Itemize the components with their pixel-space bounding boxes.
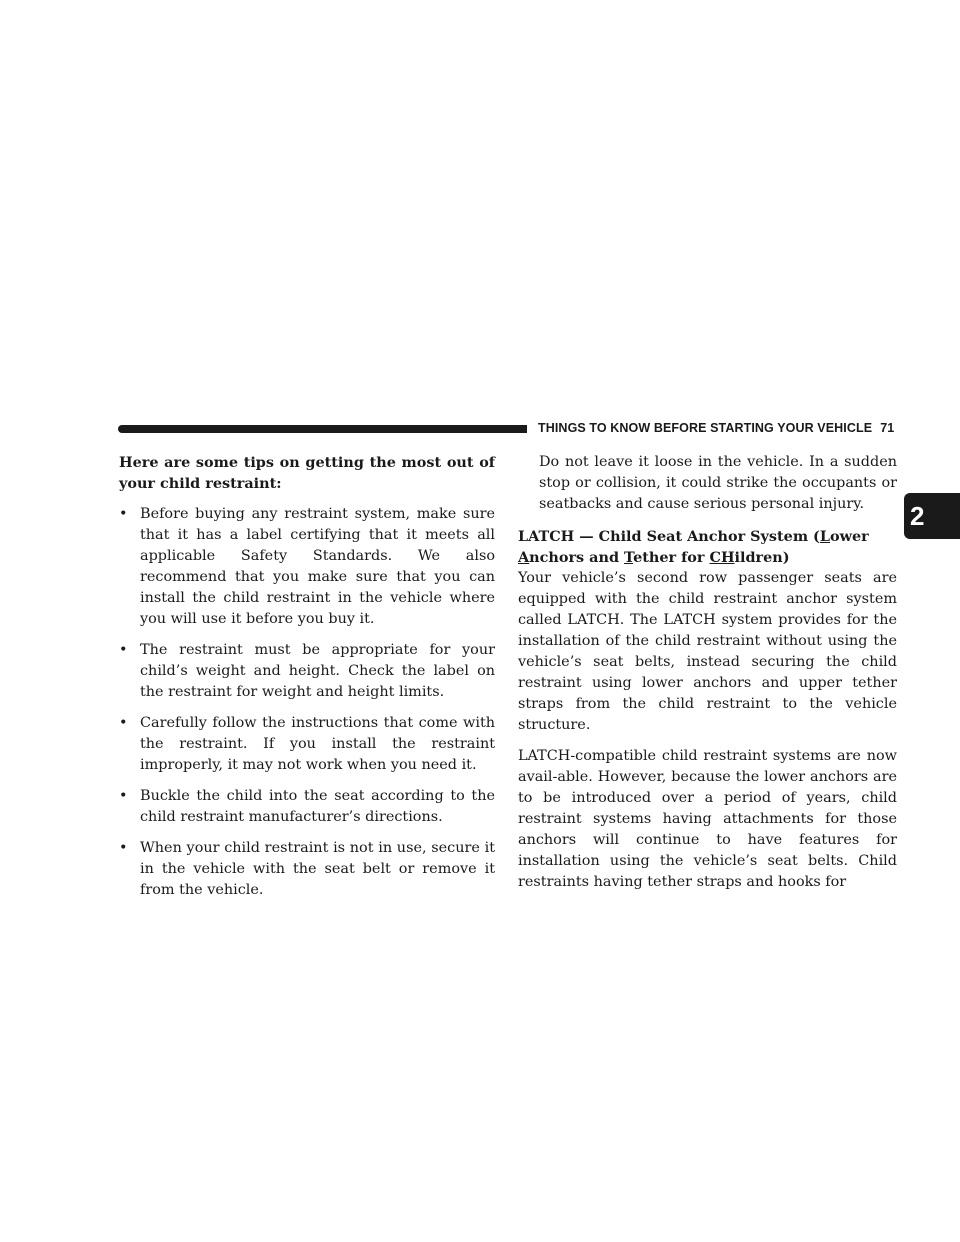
list-item	[119, 838, 495, 901]
heading-part: LATCH — Child Seat Anchor System (	[518, 528, 820, 545]
latch-heading	[518, 526, 897, 568]
tips-intro: Here are some tips on getting the most out of your child restraint:	[119, 454, 495, 492]
right-column	[518, 452, 897, 903]
heading-underlined-letter: L	[819, 528, 830, 545]
section-title: THINGS TO KNOW BEFORE STARTING YOUR VEHICLE	[538, 421, 873, 435]
header-rule	[118, 425, 527, 433]
bullet-glyph: •	[119, 840, 128, 856]
list-item	[119, 504, 495, 630]
list-item-text: Buckle the child into the seat according to the child restraint manufacturer’s directions.	[140, 788, 495, 825]
heading-part: ower	[830, 528, 869, 545]
page-number: 71	[880, 421, 895, 435]
list-item	[119, 713, 495, 776]
list-item-text: When your child restraint is not in use, secure it in the vehicle with the seat belt or remove it from the vehicle.	[140, 840, 495, 898]
heading-part: nchors and	[529, 549, 625, 566]
latch-paragraph-2: LATCH-compatible child restraint systems are now avail-able. However, because the lower anchors are to be introduced over a period of years, child restraint systems having attachments for those anchors will continue to have features for installation using the vehicle’s seat belts. Child restraints having tether straps and hooks for	[518, 748, 897, 890]
heading-underlined-letter: A	[518, 549, 530, 566]
bullet-continuation: Do not leave it loose in the vehicle. In a sudden stop or collision, it could strike the occupants or seatbacks and cause serious personal injury.	[539, 454, 897, 512]
list-item	[119, 786, 495, 828]
running-header	[538, 421, 894, 435]
list-item	[119, 640, 495, 703]
latch-paragraph-1: Your vehicle’s second row passenger seats are equipped with the child restraint anchor system called LATCH. The LATCH system provides for the installation of the child restraint without using the vehicle’s seat belts, instead securing the child restraint using lower anchors and upper tether straps from the child restraint to the vehicle structure.	[518, 570, 897, 733]
heading-part: ether for	[633, 549, 710, 566]
bullet-glyph: •	[119, 715, 128, 731]
tips-list	[119, 504, 495, 901]
chapter-tab: 2	[904, 493, 960, 539]
heading-part: ildren)	[734, 549, 790, 566]
bullet-glyph: •	[119, 788, 128, 804]
bullet-glyph: •	[119, 642, 128, 658]
heading-underlined-letter: CH	[709, 549, 735, 566]
list-item-text: The restraint must be appropriate for your child’s weight and height. Check the label on the restraint for weight and height limits.	[140, 642, 495, 700]
list-item-text: Carefully follow the instructions that come with the restraint. If you install the restraint improperly, it may not work when you need it.	[140, 715, 495, 773]
bullet-glyph: •	[119, 506, 128, 522]
list-item-text: Before buying any restraint system, make sure that it has a label certifying that it meets all applicable Safety Standards. We also recommend that you make sure that you can install the child restraint in the vehicle where you will use it before you buy it.	[140, 506, 495, 627]
left-column	[119, 452, 495, 911]
heading-underlined-letter: T	[624, 549, 634, 566]
